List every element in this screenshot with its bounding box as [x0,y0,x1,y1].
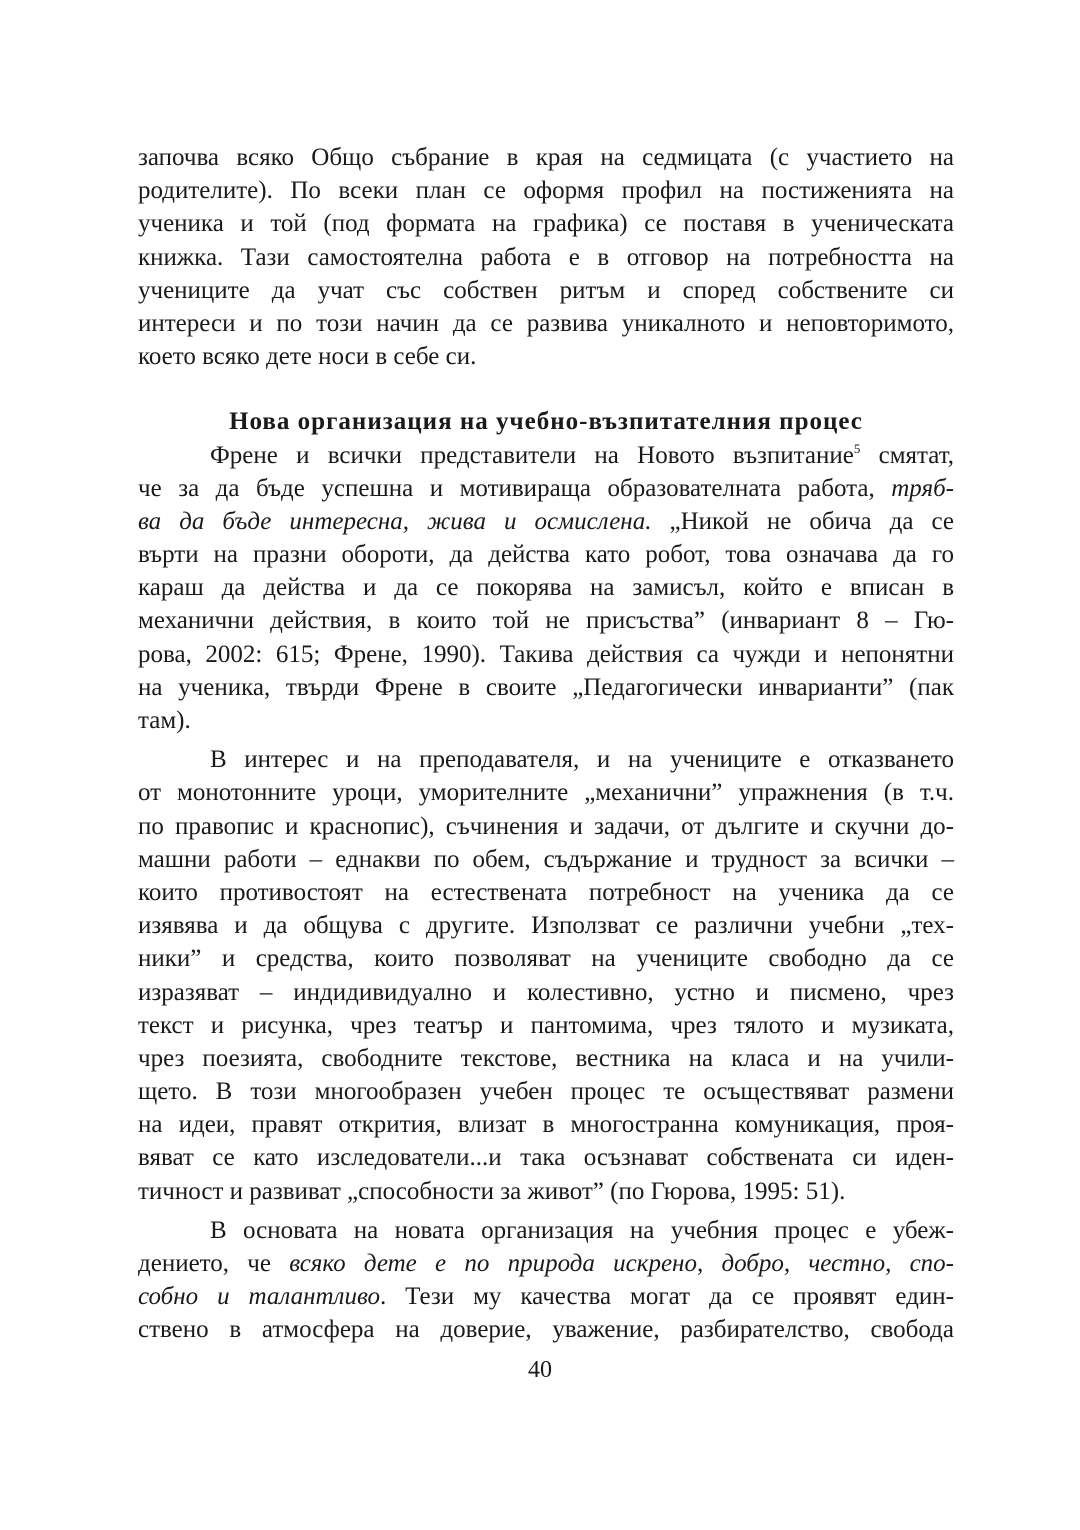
section-heading: Нова организация на учебно-възпитателния процес [229,408,863,436]
italic-segment: всяко дете е по природа искрено, добро, честно, спо- [289,1250,954,1277]
text-line: вяват се като изследователи...и така осъзнават собствената си иден- [138,1144,954,1172]
text-line: по правопис и краснопис), съчинения и задачи, от дългите и скучни до- [138,812,954,840]
text-line: интереси и по този начин да се развива уникалното и неповторимото, [138,309,954,337]
text-segment: Френе и всички представители на Новото възпитание [210,441,854,469]
text-segment: . Тези му качества могат да се проявят един- [379,1283,954,1311]
text-line: което всяко дете носи в себе си. [138,343,477,371]
text-line: рова, 2002: 615; Френе, 1990). Такива действия са чужди и непонятни [138,640,954,668]
text-line: ствено в атмосфера на доверие, уважение, разбирателство, свобода [138,1316,954,1344]
text-line: чрез поезията, свободните текстове, вестника на класа и на учили- [138,1044,954,1072]
text-line: родителите). По всеки план се оформя профил на постиженията на [138,177,954,205]
text-line: В основата на новата организация на учебния процес е убеж- [210,1216,954,1244]
page-number: 40 [528,1357,552,1383]
text-line [138,505,954,538]
text-line: изявява и да общува с другите. Използват се различни учебни „тех- [138,912,954,940]
text-segment: „Никой не обича да се [651,507,955,535]
text-line: които противостоят на естествената потребност на ученика да се [138,878,954,906]
text-line: книжка. Тази самостоятелна работа е в отговор на потребността на [138,243,954,271]
paragraph-2 [138,439,954,738]
text-line: В интерес и на преподавателя, и на учениците е отказването [210,746,954,774]
text-line: на ученика, твърди Френе в своите „Педагогически инварианти” (пак [138,673,954,701]
text-line: върти на празни обороти, да действа като робот, това означава да го [138,541,954,569]
footnote-marker: 5 [853,440,861,456]
text-line: текст и рисунка, чрез театър и пантомима, чрез тялото и музиката, [138,1011,954,1039]
italic-segment: тряб- [891,474,954,502]
text-line: машни работи – еднакви по обем, съдържание и трудност за всички – [138,845,954,873]
text-line: започва всяко Общо събрание в края на седмицата (с участието на [138,144,954,171]
paragraph-4 [138,1214,954,1347]
text-line [138,1280,954,1313]
italic-segment: собно и талантливо [138,1283,380,1311]
text-line: тичност и развиват „способности за живот” (по Гюрова, 1995: 51). [138,1177,846,1205]
text-line: щето. В този многообразен учебен процес те осъществяват размени [138,1078,954,1106]
text-line [138,439,954,472]
text-line: там). [138,707,191,734]
text-line: караш да действа и да се покорява на замисъл, който е вписан в [138,574,954,602]
text-line: механични действия, в които той не присъства” (инвариант 8 – Гю- [138,607,954,635]
text-line: на идеи, правят открития, влизат в многостранна комуникация, проя- [138,1111,954,1139]
paragraph-1 [138,141,954,373]
section-gap [138,373,954,405]
italic-segment: ва да бъде интересна, жива и осмислена. [138,507,652,535]
text-line: учениците да учат със собствен ритъм и според собствените си [138,276,954,304]
text-line: изразяват – индидивидуално и колестивно, устно и писмено, чрез [138,978,954,1006]
paragraph-3 [138,743,954,1208]
text-line [138,1247,954,1280]
text-line: ученика и той (под формата на графика) се поставя в ученическата [138,210,954,238]
text-segment: че за да бъде успешна и мотивираща образователната работа, [138,474,892,502]
text-segment: смятат, [860,441,954,469]
text-segment: дението, че [138,1250,290,1277]
text-line: от монотонните уроци, уморителните „механични” упражнения (в т.ч. [138,779,954,807]
text-line [138,472,954,505]
page-body [138,141,954,1347]
text-line: ники” и средства, които позволяват на учениците свободно да се [138,945,954,973]
